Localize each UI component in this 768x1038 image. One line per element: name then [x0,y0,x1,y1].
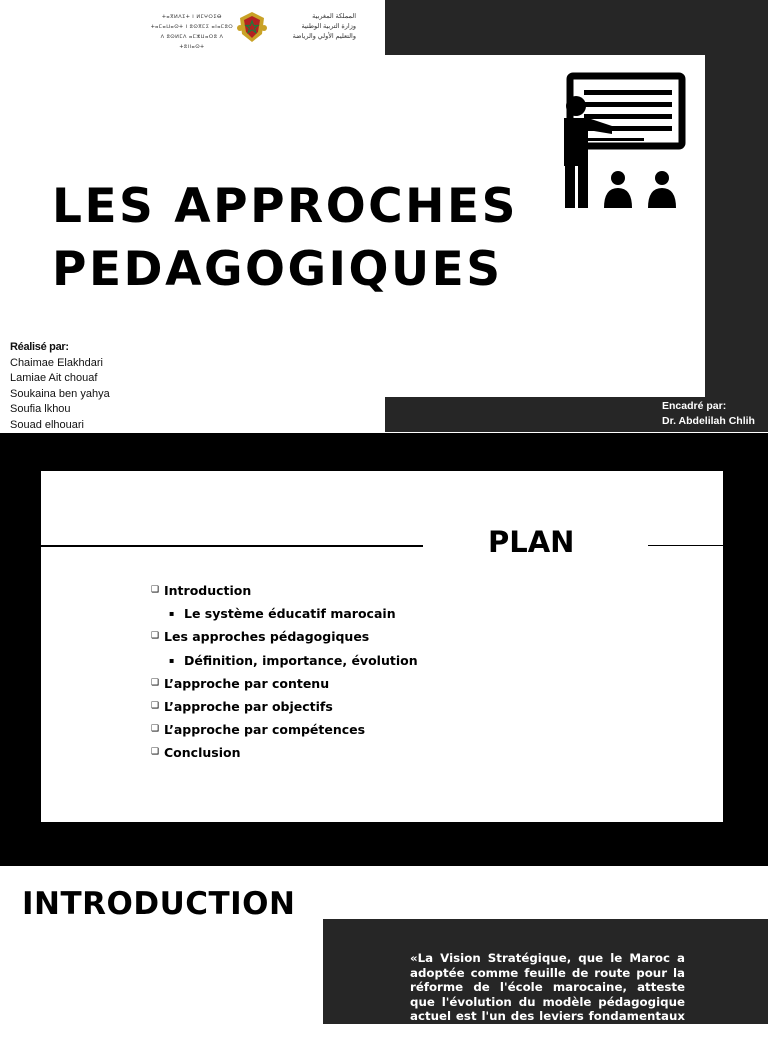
logo-arabic-text: المملكة المغربية وزارة التربية الوطنية والتعليم الأولي والرياضة [292,13,356,40]
title-line-2: PEDAGOGIQUES [52,242,503,297]
plan-item [151,625,418,648]
plan-item-text: Le système éducatif marocain [184,606,396,622]
supervisor-label: Encadré par: [662,400,727,412]
plan-subitem [151,649,418,672]
author-name: Chaimae Elakhdari [10,356,103,369]
author-name: Soufia lkhou [10,403,71,415]
plan-item [151,672,418,695]
supervisor-block [662,399,755,429]
plan-item-text: L’approche par contenu [164,675,330,691]
plan-item-text: L’approche par objectifs [164,698,333,714]
square-bullet-icon: ▪ [169,609,175,619]
authors-label: Réalisé par: [10,341,69,353]
author-name: Soukaina ben yahya [10,387,110,400]
checkbox-bullet-icon: ❑ [151,631,160,642]
plan-item [151,718,418,741]
slide-introduction [0,866,768,1038]
supervisor-name: Dr. Abdelilah Chlih [662,415,755,427]
plan-item-text: Les approches pédagogiques [164,629,370,645]
authors-block [10,340,110,433]
plan-item-text: Conclusion [164,745,241,761]
checkbox-bullet-icon: ❑ [151,724,160,735]
checkbox-bullet-icon: ❑ [151,677,160,688]
plan-item-text: Introduction [164,583,252,598]
plan-list [151,579,418,765]
coat-of-arms-icon [236,10,268,44]
checkbox-bullet-icon: ❑ [151,585,160,595]
plan-item [151,579,418,602]
square-bullet-icon: ▪ [169,655,175,665]
plan-card [41,471,723,822]
ministry-logo [150,8,358,48]
presentation-title [52,175,518,301]
dark-panel-right [705,0,768,432]
title-line-1: LES APPROCHES [52,179,518,234]
slide-title [0,0,768,432]
logo-tifinagh-text: ⵜⴰⴳⵍⴷⵉⵜ ⵏ ⵍⵎⵖⵔⵉⴱ ⵜⴰⵎⴰⵡⴰⵙⵜ ⵏ ⵓⵙⴳⵎⵉ ⴰⵏⴰⵎⵓⵔ ⴷ ⵓⵙⵍⵎⴷ ⴰⵎⵣⵡⴰⵔⵓ ⴷ ⵜⵓⵏⵏⴰⵙⵜ [150,14,234,50]
divider-line-left [41,545,423,547]
quote-panel [323,919,768,1038]
plan-title: PLAN [488,525,575,559]
slide-plan [0,433,768,866]
teacher-presentation-icon [550,68,700,218]
checkbox-bullet-icon: ❑ [151,700,160,711]
author-name: Souad elhouari [10,418,85,431]
quote-text: «La Vision Stratégique, que le Maroc a adoptée comme feuille de route pour la réforme de l'école marocaine, atteste que l'évolution du modèle pédagogique actuel est l'un des leviers fondamentaux pour [410,951,685,1038]
plan-item-text: Définition, importance, évolution [184,652,418,668]
checkbox-bullet-icon: ❑ [151,747,160,758]
divider-line-right [648,545,723,546]
plan-item-text: L’approche par compétences [164,722,366,738]
plan-item [151,741,418,764]
introduction-title: INTRODUCTION [22,886,296,922]
author-name: Lamiae Ait chouaf [10,372,98,384]
plan-subitem [151,602,418,625]
plan-item [151,695,418,718]
